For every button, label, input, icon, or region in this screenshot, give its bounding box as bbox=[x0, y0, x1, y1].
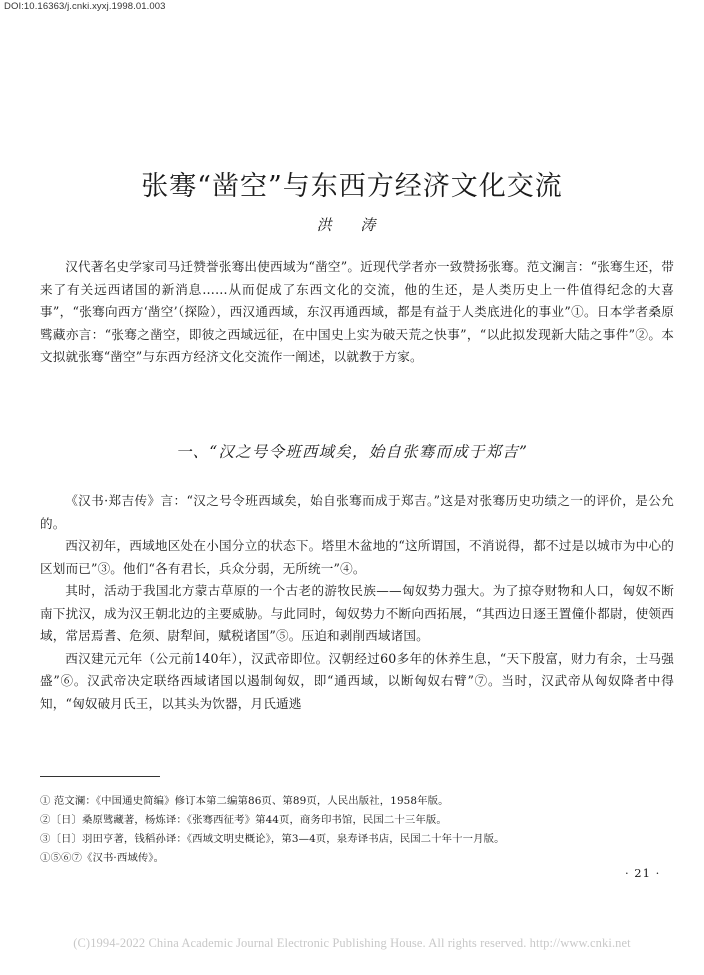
footnote-3: ③〔日〕羽田亨著，钱稻孙译：《西域文明史概论》，第3—4页，泉寿译书店，民国二十年十一月版。 bbox=[40, 833, 505, 845]
footnotes bbox=[40, 792, 680, 868]
body-paragraph-3: 其时，活动于我国北方蒙古草原的一个古老的游牧民族——匈奴势力强大。为了掠夺财物和人口，匈奴不断南下扰汉，成为汉王朝北边的主要威胁。与此同时，匈奴势力不断向西拓展，“其西边日逐王置僮仆都尉，使领西域，常居焉耆、危须、尉犁间，赋税诸国”⑤。压迫和剥削西域诸国。 bbox=[40, 583, 674, 643]
footnote-2: ②〔日〕桑原骘藏著，杨炼译：《张骞西征考》第44页，商务印书馆，民国二十三年版。 bbox=[40, 814, 447, 826]
section-heading: 一、“汉之号令班西域矣，始自张骞而成于郑吉” bbox=[175, 443, 529, 461]
article-title: 张骞“凿空”与东西方经济文化交流 bbox=[141, 171, 563, 203]
intro-section bbox=[40, 256, 674, 369]
footnote-4: ①⑤⑥⑦《汉书·西域传》。 bbox=[40, 852, 165, 864]
intro-paragraph: 汉代著名史学家司马迁赞誉张骞出使西域为“凿空”。近现代学者亦一致赞扬张骞。范文澜言：“张骞生还，带来了有关远西诸国的新消息……从而促成了东西文化的交流，他的生还，是人类历史上一件值得纪念的大喜事”，“张骞向西方‘凿空’（探险），西汉通西域，东汉再通西域，都是有益于人类底进化的事业”①。日本学者桑原骘藏亦言：“张骞之凿空，即彼之西域远征，在中国史上实为破天荒之快事”，“以此拟发现新大陆之事件”②。本文拟就张骞“凿空”与东西方经济文化交流作一阐述，以就教于方家。 bbox=[40, 259, 674, 364]
body-paragraph-1: 《汉书·郑吉传》言：“汉之号令班西域矣，始自张骞而成于郑吉。”这是对张骞历史功绩之一的评价，是公允的。 bbox=[40, 493, 674, 531]
author-name: 洪 涛 bbox=[316, 216, 388, 234]
footnote-1: ① 范文澜：《中国通史简编》修订本第二编第86页、第89页，人民出版社，1958年版。 bbox=[40, 795, 449, 807]
page-number: · 21 · bbox=[625, 866, 661, 880]
section-body bbox=[40, 490, 674, 715]
body-paragraph-2: 西汉初年，西域地区处在小国分立的状态下。塔里木盆地的“这所谓国，不消说得，都不过是以城市为中心的区划而已”③。他们“各有君长，兵众分弱，无所统一”④。 bbox=[40, 538, 674, 576]
doi-header: DOI:10.16363/j.cnki.xyxj.1998.01.003 bbox=[4, 1, 166, 12]
body-paragraph-4: 西汉建元元年（公元前140年），汉武帝即位。汉朝经过60多年的休养生息，“天下殷富，财力有余，士马强盛”⑥。汉武帝决定联络西域诸国以遏制匈奴，即“通西域，以断匈奴右臂”⑦。当时，汉武帝从匈奴降者中得知，“匈奴破月氏王，以其头为饮器，月氏遁逃 bbox=[40, 650, 674, 711]
copyright-footer: (C)1994-2022 China Academic Journal Electronic Publishing House. All rights reserved. http://www.cnki.net bbox=[73, 936, 631, 950]
footnote-divider bbox=[40, 776, 160, 777]
